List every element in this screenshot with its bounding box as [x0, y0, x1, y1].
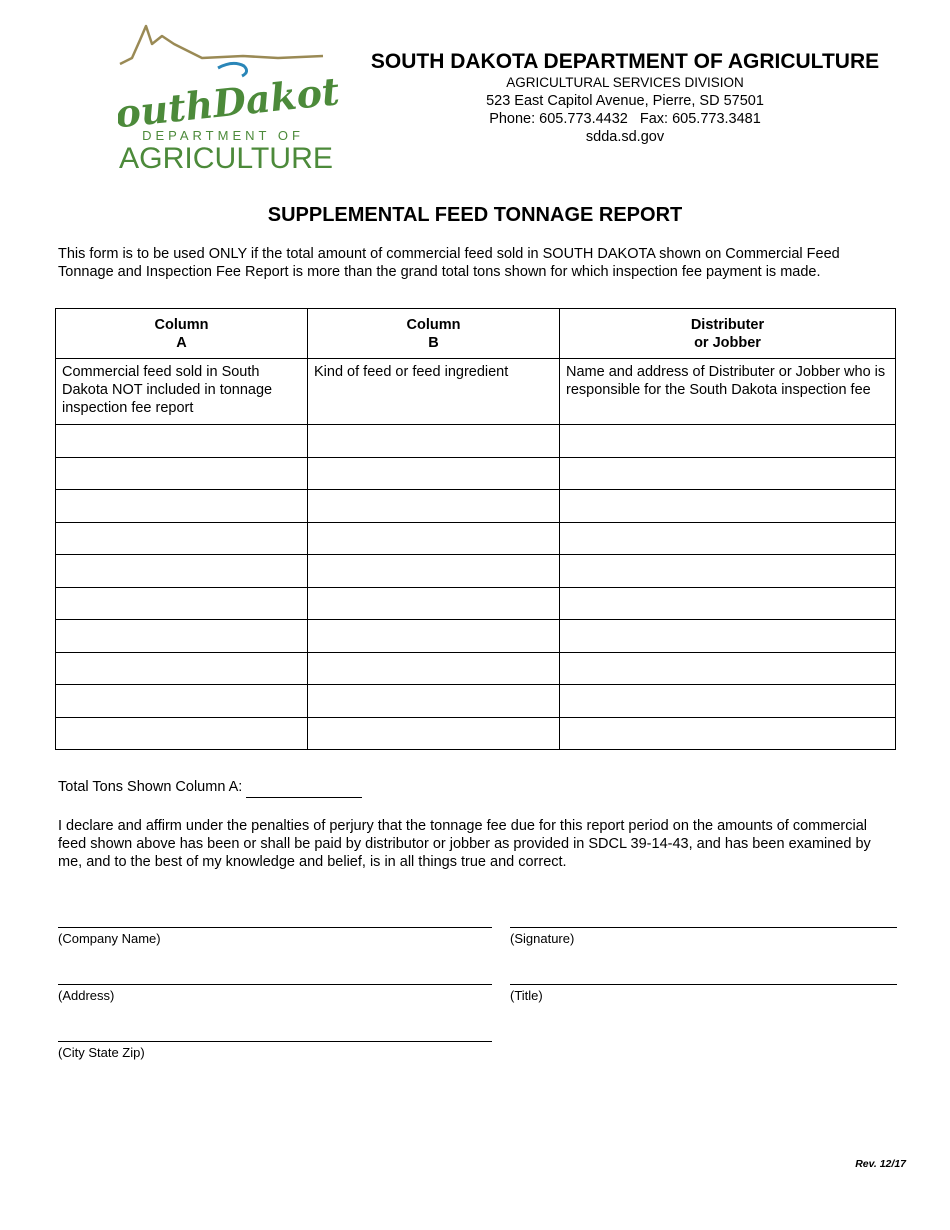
- total-tons-field[interactable]: [246, 781, 362, 798]
- table-row: [56, 620, 896, 653]
- table-row: [56, 555, 896, 588]
- river-icon: [218, 63, 247, 76]
- org-name: SOUTH DAKOTA DEPARTMENT OF AGRICULTURE: [370, 50, 880, 73]
- distributer-cell[interactable]: [560, 685, 896, 718]
- header-line1: Distributer: [690, 317, 765, 333]
- table-row: [56, 652, 896, 685]
- company-name-line[interactable]: [58, 927, 492, 928]
- revision-note: Rev. 12/17: [855, 1158, 906, 1170]
- address-line[interactable]: [58, 984, 492, 985]
- tons-cell[interactable]: [56, 425, 308, 458]
- table-row: [56, 425, 896, 458]
- form-intro: This form is to be used ONLY if the total amount of commercial feed sold in SOUTH DAKOTA shown on Commercial Feed Tonnage and Inspection Fee Report is more than the grand total tons shown for which inspection fee payment is made.: [58, 246, 840, 280]
- org-website: sdda.sd.gov: [585, 129, 665, 145]
- tons-cell[interactable]: [56, 717, 308, 750]
- logo-agri-text: AGRICULTURE: [119, 142, 333, 174]
- distributer-cell[interactable]: [560, 457, 896, 490]
- header-line2: or Jobber: [694, 335, 761, 351]
- tons-cell[interactable]: [56, 587, 308, 620]
- header-distributer: [560, 309, 896, 359]
- logo-dept-text: DEPARTMENT OF: [142, 128, 304, 143]
- feed-kind-cell[interactable]: [308, 685, 560, 718]
- feed-kind-cell[interactable]: [308, 587, 560, 620]
- tons-cell[interactable]: [56, 685, 308, 718]
- table-row: [56, 522, 896, 555]
- org-header: [355, 50, 895, 146]
- table-row: [56, 490, 896, 523]
- header-line2: B: [428, 335, 439, 351]
- feed-kind-cell[interactable]: [308, 555, 560, 588]
- distributer-cell[interactable]: [560, 555, 896, 588]
- desc-distributer: Name and address of Distributer or Jobber who is responsible for the South Dakota inspection fee: [560, 359, 896, 425]
- distributer-cell[interactable]: [560, 490, 896, 523]
- total-tons-row: [58, 779, 362, 798]
- org-fax: Fax: 605.773.3481: [639, 111, 761, 127]
- hills-outline-icon: [120, 26, 323, 64]
- feed-kind-cell[interactable]: [308, 717, 560, 750]
- feed-kind-cell[interactable]: [308, 522, 560, 555]
- tons-cell[interactable]: [56, 522, 308, 555]
- table-header-row: [56, 309, 896, 359]
- distributer-cell[interactable]: [560, 522, 896, 555]
- feed-kind-cell[interactable]: [308, 620, 560, 653]
- tons-cell[interactable]: [56, 555, 308, 588]
- table-description-row: [56, 359, 896, 425]
- table-row: [56, 717, 896, 750]
- title-line[interactable]: [510, 984, 897, 985]
- department-logo: [118, 24, 340, 174]
- company-name-label: (Company Name): [58, 931, 161, 946]
- desc-column-b: Kind of feed or feed ingredient: [308, 359, 560, 425]
- org-phone: Phone: 605.773.4432: [489, 111, 628, 127]
- tons-cell[interactable]: [56, 652, 308, 685]
- distributer-cell[interactable]: [560, 652, 896, 685]
- header-line1: Column: [154, 317, 209, 333]
- total-tons-label: Total Tons Shown Column A:: [58, 779, 243, 795]
- org-division: AGRICULTURAL SERVICES DIVISION: [506, 75, 744, 90]
- distributer-cell[interactable]: [560, 425, 896, 458]
- feed-kind-cell[interactable]: [308, 425, 560, 458]
- header-column-b: [308, 309, 560, 359]
- declaration-text: I declare and affirm under the penalties of perjury that the tonnage fee due for this report period on the amounts of commercial feed shown above has been or shall be paid by distributor or jobber as provided in SDCL 39-14-43, and has been examined by me, and to the best of my knowledge and belief, is in all things true and correct.: [58, 818, 871, 870]
- distributer-cell[interactable]: [560, 717, 896, 750]
- city-state-zip-label: (City State Zip): [58, 1045, 145, 1060]
- feed-kind-cell[interactable]: [308, 490, 560, 523]
- signature-label: (Signature): [510, 931, 575, 946]
- signature-line[interactable]: [510, 927, 897, 928]
- logo-graphic: [118, 24, 340, 174]
- header-line2: A: [176, 335, 187, 351]
- logo-script-text: SouthDakota: [118, 65, 340, 140]
- address-label: (Address): [58, 988, 115, 1003]
- table-row: [56, 457, 896, 490]
- form-title: SUPPLEMENTAL FEED TONNAGE REPORT: [267, 204, 683, 226]
- table-row: [56, 685, 896, 718]
- tons-cell[interactable]: [56, 490, 308, 523]
- city-state-zip-line[interactable]: [58, 1041, 492, 1042]
- org-address: 523 East Capitol Avenue, Pierre, SD 57501: [486, 93, 764, 109]
- tonnage-table: [55, 308, 896, 750]
- tons-cell[interactable]: [56, 620, 308, 653]
- org-contact-row: [355, 110, 895, 128]
- header-line1: Column: [406, 317, 461, 333]
- header-column-a: [56, 309, 308, 359]
- tons-cell[interactable]: [56, 457, 308, 490]
- feed-kind-cell[interactable]: [308, 457, 560, 490]
- table-row: [56, 587, 896, 620]
- distributer-cell[interactable]: [560, 587, 896, 620]
- feed-kind-cell[interactable]: [308, 652, 560, 685]
- desc-column-a: Commercial feed sold in South Dakota NOT included in tonnage inspection fee report: [56, 359, 308, 425]
- distributer-cell[interactable]: [560, 620, 896, 653]
- title-label: (Title): [510, 988, 543, 1003]
